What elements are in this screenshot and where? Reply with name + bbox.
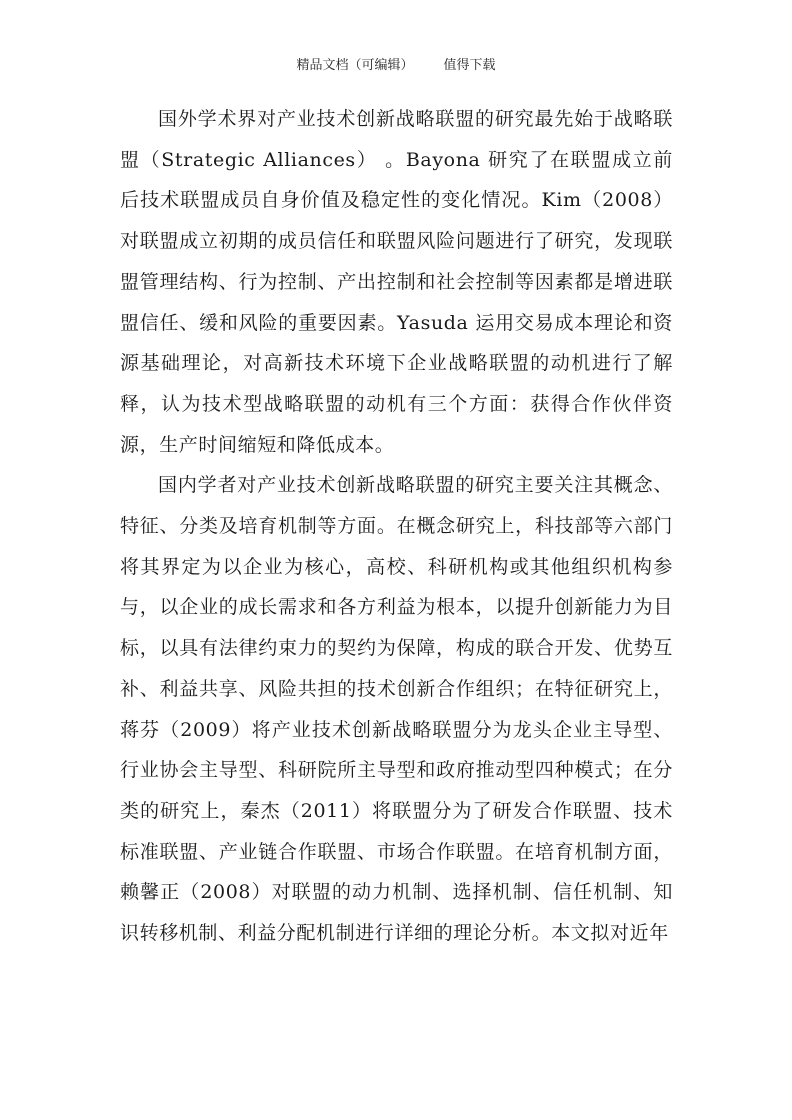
header-doc-label: 精品文档（可编辑） xyxy=(296,58,414,73)
body-text xyxy=(120,99,673,954)
page-header xyxy=(0,57,792,75)
paragraph-domestic-research: 国内学者对产业技术创新战略联盟的研究主要关注其概念、特征、分类及培育机制等方面。在概念研究上，科技部等六部门将其界定为以企业为核心，高校、科研机构或其他组织机构参与，以企业的成长需求和各方利益为根本，以提升创新能力为目标，以具有法律约束力的契约为保障，构成的联合开发、优势互补、利益共享、风险共担的技术创新合作组织；在特征研究上，蒋芬（2009）将产业技术创新战略联盟分为龙头企业主导型、行业协会主导型、科研院所主导型和政府推动型四种模式；在分类的研究上，秦杰（2011）将联盟分为了研发合作联盟、技术标准联盟、产业链合作联盟、市场合作联盟。在培育机制方面，赖馨正（2008）对联盟的动力机制、选择机制、信任机制、知识转移机制、利益分配机制进行详细的理论分析。本文拟对近年 xyxy=(120,474,673,945)
header-download-label: 值得下载 xyxy=(443,58,496,73)
paragraph-foreign-research: 国外学术界对产业技术创新战略联盟的研究最先始于战略联盟（Strategic Alliances） 。Bayona 研究了在联盟成立前后技术联盟成员自身价值及稳定性的变化情况。Kim（2008）对联盟成立初期的成员信任和联盟风险问题进行了研究，发现联盟管理结构、行为控制、产出控制和社会控制等因素都是增进联盟信任、缓和风险的重要因素。Yasuda 运用交易成本理论和资源基础理论，对高新技术环境下企业战略联盟的动机进行了解释，认为技术型战略联盟的动机有三个方面：获得合作伙伴资源，生产时间缩短和降低成本。 xyxy=(120,108,673,456)
